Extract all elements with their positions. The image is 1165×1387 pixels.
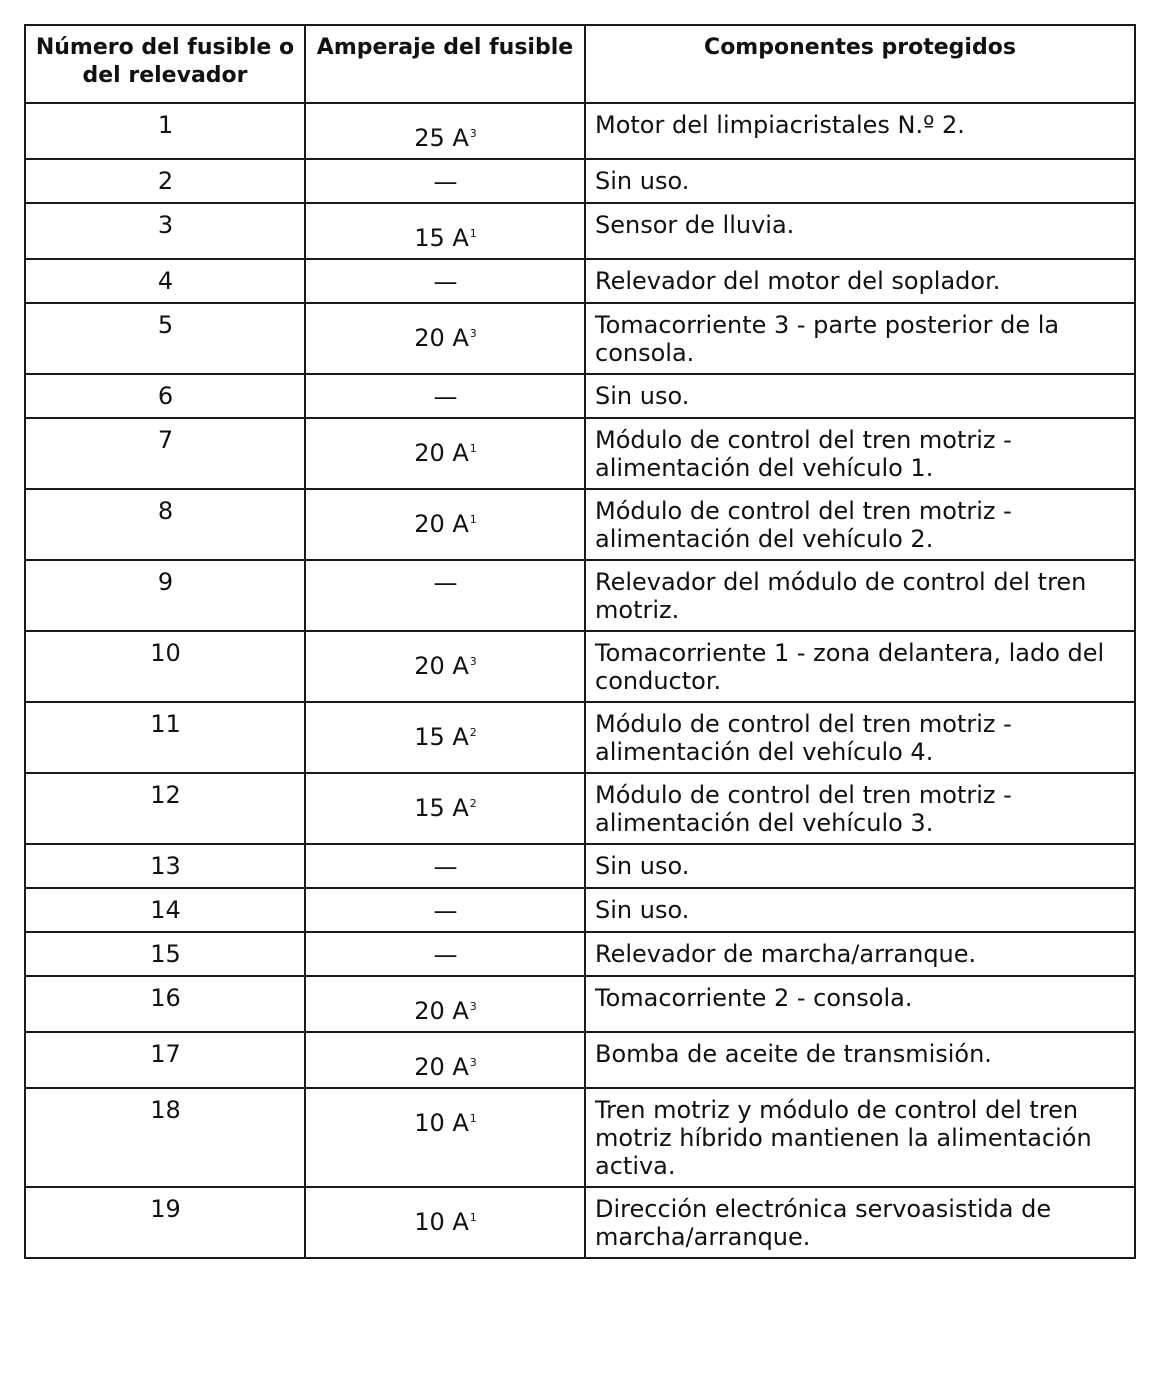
- protected-component-cell: Sensor de lluvia.: [585, 203, 1135, 259]
- table-row: [25, 560, 1135, 631]
- fuse-number-cell: 10: [25, 631, 305, 702]
- header-protected-components: Componentes protegidos: [585, 25, 1135, 103]
- fuse-number-cell: 16: [25, 976, 305, 1032]
- fuse-amperage-cell: [305, 631, 585, 702]
- protected-component-cell: Módulo de control del tren motriz - alimentación del vehículo 2.: [585, 489, 1135, 560]
- amperage-value: —: [433, 897, 458, 925]
- fuse-amperage-cell: [305, 159, 585, 203]
- header-fuse-number: Número del fusible o del relevador: [25, 25, 305, 103]
- fuse-number-cell: 9: [25, 560, 305, 631]
- table-row: [25, 203, 1135, 259]
- fuse-amperage-cell: [305, 374, 585, 418]
- protected-component-cell: Tomacorriente 3 - parte posterior de la consola.: [585, 303, 1135, 374]
- fuse-number-cell: 15: [25, 932, 305, 976]
- fuse-amperage-cell: [305, 418, 585, 489]
- protected-component-cell: Sin uso.: [585, 888, 1135, 932]
- fuse-amperage-cell: [305, 844, 585, 888]
- fuse-number-cell: 3: [25, 203, 305, 259]
- table-row: [25, 932, 1135, 976]
- amperage-value: 25 A: [414, 124, 469, 152]
- amperage-value: 15 A: [414, 794, 469, 822]
- footnote-marker: 1: [469, 513, 477, 526]
- fuse-number-cell: 8: [25, 489, 305, 560]
- table-row: [25, 1032, 1135, 1088]
- amperage-value: —: [433, 853, 458, 881]
- table-row: [25, 1088, 1135, 1187]
- fuse-number-cell: 1: [25, 103, 305, 159]
- fuse-number-cell: 18: [25, 1088, 305, 1187]
- table-row: [25, 631, 1135, 702]
- table-row: [25, 418, 1135, 489]
- table-row: [25, 773, 1135, 844]
- fuse-amperage-cell: [305, 203, 585, 259]
- fuse-number-cell: 11: [25, 702, 305, 773]
- table-row: [25, 159, 1135, 203]
- amperage-value: —: [433, 941, 458, 969]
- fuse-amperage-cell: [305, 1032, 585, 1088]
- fuse-number-cell: 6: [25, 374, 305, 418]
- footnote-marker: 2: [469, 797, 477, 810]
- protected-component-cell: Relevador del motor del soplador.: [585, 259, 1135, 303]
- header-row: [25, 25, 1135, 103]
- table-row: [25, 374, 1135, 418]
- footnote-marker: 1: [469, 227, 477, 240]
- fuse-amperage-cell: [305, 773, 585, 844]
- table-row: [25, 489, 1135, 560]
- fuse-amperage-cell: [305, 303, 585, 374]
- table-row: [25, 303, 1135, 374]
- footnote-marker: 3: [469, 655, 477, 668]
- fuse-number-cell: 13: [25, 844, 305, 888]
- table-row: [25, 976, 1135, 1032]
- protected-component-cell: Sin uso.: [585, 159, 1135, 203]
- fuse-number-cell: 19: [25, 1187, 305, 1258]
- fuse-amperage-cell: [305, 702, 585, 773]
- protected-component-cell: Relevador del módulo de control del tren motriz.: [585, 560, 1135, 631]
- protected-component-cell: Relevador de marcha/arranque.: [585, 932, 1135, 976]
- protected-component-cell: Dirección electrónica servoasistida de marcha/arranque.: [585, 1187, 1135, 1258]
- protected-component-cell: Módulo de control del tren motriz - alimentación del vehículo 1.: [585, 418, 1135, 489]
- protected-component-cell: Módulo de control del tren motriz - alimentación del vehículo 4.: [585, 702, 1135, 773]
- table-row: [25, 888, 1135, 932]
- protected-component-cell: Bomba de aceite de transmisión.: [585, 1032, 1135, 1088]
- fuse-number-cell: 12: [25, 773, 305, 844]
- fuse-amperage-cell: [305, 489, 585, 560]
- amperage-value: 20 A: [414, 324, 469, 352]
- fuse-amperage-cell: [305, 976, 585, 1032]
- amperage-value: 10 A: [414, 1109, 469, 1137]
- table-body: [25, 103, 1135, 1258]
- fuse-number-cell: 17: [25, 1032, 305, 1088]
- footnote-marker: 1: [469, 1112, 477, 1125]
- table-row: [25, 844, 1135, 888]
- table-header: [25, 25, 1135, 103]
- footnote-marker: 3: [469, 127, 477, 140]
- fuse-amperage-cell: [305, 1088, 585, 1187]
- protected-component-cell: Sin uso.: [585, 844, 1135, 888]
- protected-component-cell: Tomacorriente 1 - zona delantera, lado del conductor.: [585, 631, 1135, 702]
- fuse-table: [24, 24, 1136, 1259]
- amperage-value: —: [433, 569, 458, 597]
- protected-component-cell: Sin uso.: [585, 374, 1135, 418]
- fuse-number-cell: 2: [25, 159, 305, 203]
- protected-component-cell: Motor del limpiacristales N.º 2.: [585, 103, 1135, 159]
- amperage-value: 20 A: [414, 1053, 469, 1081]
- amperage-value: —: [433, 268, 458, 296]
- protected-component-cell: Tomacorriente 2 - consola.: [585, 976, 1135, 1032]
- amperage-value: —: [433, 383, 458, 411]
- header-fuse-amperage: Amperaje del fusible: [305, 25, 585, 103]
- fuse-amperage-cell: [305, 103, 585, 159]
- fuse-number-cell: 5: [25, 303, 305, 374]
- protected-component-cell: Módulo de control del tren motriz - alimentación del vehículo 3.: [585, 773, 1135, 844]
- protected-component-cell: Tren motriz y módulo de control del tren motriz híbrido mantienen la alimentación activa.: [585, 1088, 1135, 1187]
- table-row: [25, 1187, 1135, 1258]
- fuse-number-cell: 7: [25, 418, 305, 489]
- fuse-number-cell: 14: [25, 888, 305, 932]
- footnote-marker: 3: [469, 1056, 477, 1069]
- fuse-amperage-cell: [305, 888, 585, 932]
- amperage-value: 10 A: [414, 1208, 469, 1236]
- table-row: [25, 103, 1135, 159]
- footnote-marker: 1: [469, 1211, 477, 1224]
- footnote-marker: 2: [469, 726, 477, 739]
- footnote-marker: 1: [469, 442, 477, 455]
- fuse-number-cell: 4: [25, 259, 305, 303]
- fuse-amperage-cell: [305, 932, 585, 976]
- amperage-value: 20 A: [414, 510, 469, 538]
- amperage-value: 15 A: [414, 723, 469, 751]
- footnote-marker: 3: [469, 1000, 477, 1013]
- amperage-value: 20 A: [414, 439, 469, 467]
- table-row: [25, 259, 1135, 303]
- footnote-marker: 3: [469, 327, 477, 340]
- fuse-amperage-cell: [305, 259, 585, 303]
- table-row: [25, 702, 1135, 773]
- fuse-amperage-cell: [305, 560, 585, 631]
- amperage-value: 15 A: [414, 224, 469, 252]
- amperage-value: —: [433, 168, 458, 196]
- amperage-value: 20 A: [414, 997, 469, 1025]
- fuse-amperage-cell: [305, 1187, 585, 1258]
- amperage-value: 20 A: [414, 652, 469, 680]
